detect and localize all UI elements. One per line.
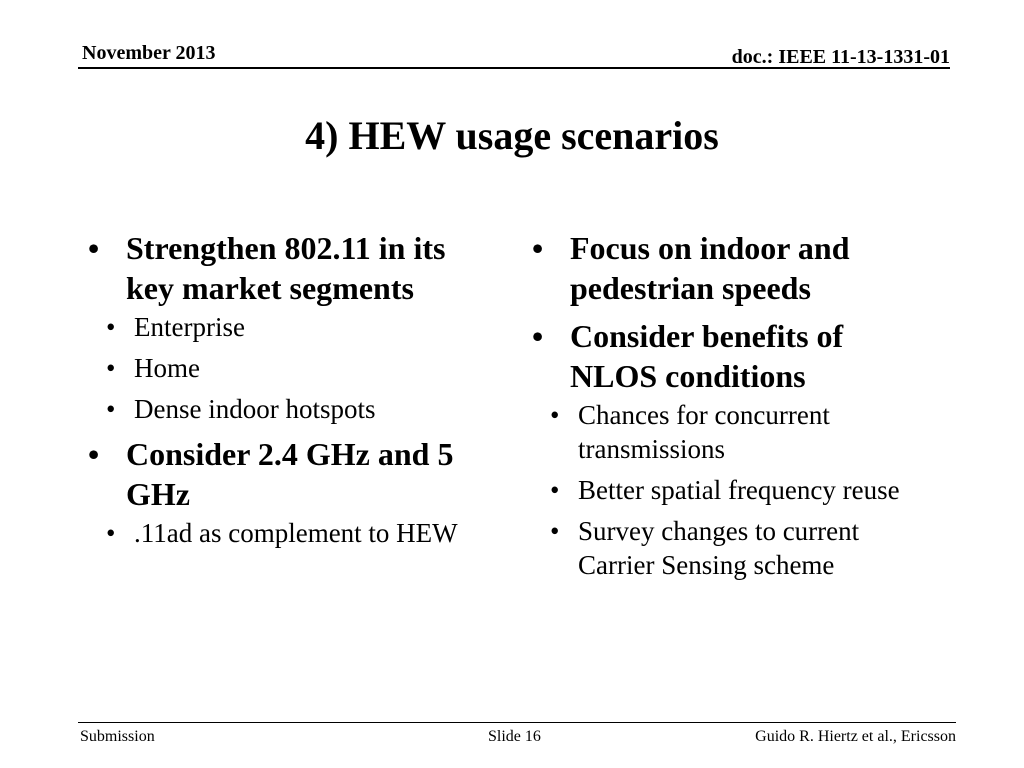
bullet-item bbox=[88, 434, 488, 550]
sub-bullet-text: .11ad as complement to HEW bbox=[134, 518, 458, 548]
right-bullet-list bbox=[532, 228, 932, 582]
sub-bullet-text: Chances for concurrent transmissions bbox=[578, 400, 830, 464]
bullet-text: Consider benefits of NLOS conditions bbox=[570, 318, 844, 394]
sub-bullet-item bbox=[532, 398, 932, 466]
bullet-icon: • bbox=[88, 230, 100, 266]
sub-bullet-list bbox=[106, 516, 488, 550]
sub-bullet-text: Home bbox=[134, 353, 200, 383]
bullet-icon: • bbox=[88, 436, 100, 472]
sub-bullet-item bbox=[88, 392, 488, 426]
header-date: November 2013 bbox=[82, 42, 216, 64]
bullet-text: Consider 2.4 GHz and 5 GHz bbox=[126, 436, 454, 512]
bullet-text: Strengthen 802.11 in its key market segments bbox=[126, 230, 446, 306]
sub-bullet-item bbox=[532, 473, 932, 507]
sub-bullet-text: Enterprise bbox=[134, 312, 245, 342]
footer-author: Guido R. Hiertz et al., Ericsson bbox=[755, 728, 956, 745]
bullet-icon: • bbox=[106, 518, 116, 548]
slide-title: 4) HEW usage scenarios bbox=[305, 113, 719, 158]
bullet-icon: • bbox=[550, 400, 560, 430]
footer-submission: Submission bbox=[80, 728, 155, 745]
sub-bullet-list bbox=[550, 398, 932, 582]
bullet-icon: • bbox=[106, 353, 116, 383]
bullet-item bbox=[88, 228, 488, 426]
header-doc-id: doc.: IEEE 11-13-1331-01 bbox=[731, 46, 950, 68]
sub-bullet-item bbox=[532, 514, 932, 582]
header-divider bbox=[78, 67, 950, 69]
bullet-icon: • bbox=[550, 475, 560, 505]
footer-slide-number: Slide 16 bbox=[488, 728, 541, 745]
bullet-item bbox=[532, 316, 932, 582]
left-bullet-list bbox=[88, 228, 488, 550]
bullet-icon: • bbox=[532, 230, 544, 266]
footer-divider bbox=[78, 722, 956, 723]
sub-bullet-list bbox=[106, 310, 488, 426]
sub-bullet-item bbox=[88, 351, 488, 385]
bullet-item bbox=[532, 228, 932, 308]
sub-bullet-text: Survey changes to current Carrier Sensing scheme bbox=[578, 516, 860, 580]
left-column bbox=[88, 228, 488, 558]
sub-bullet-item bbox=[88, 310, 488, 344]
bullet-icon: • bbox=[532, 318, 544, 354]
sub-bullet-item bbox=[88, 516, 488, 550]
bullet-icon: • bbox=[550, 516, 560, 546]
bullet-text: Focus on indoor and pedestrian speeds bbox=[570, 230, 850, 306]
right-column bbox=[532, 228, 932, 590]
sub-bullet-text: Better spatial frequency reuse bbox=[578, 475, 900, 505]
sub-bullet-text: Dense indoor hotspots bbox=[134, 394, 376, 424]
bullet-icon: • bbox=[106, 312, 116, 342]
bullet-icon: • bbox=[106, 394, 116, 424]
